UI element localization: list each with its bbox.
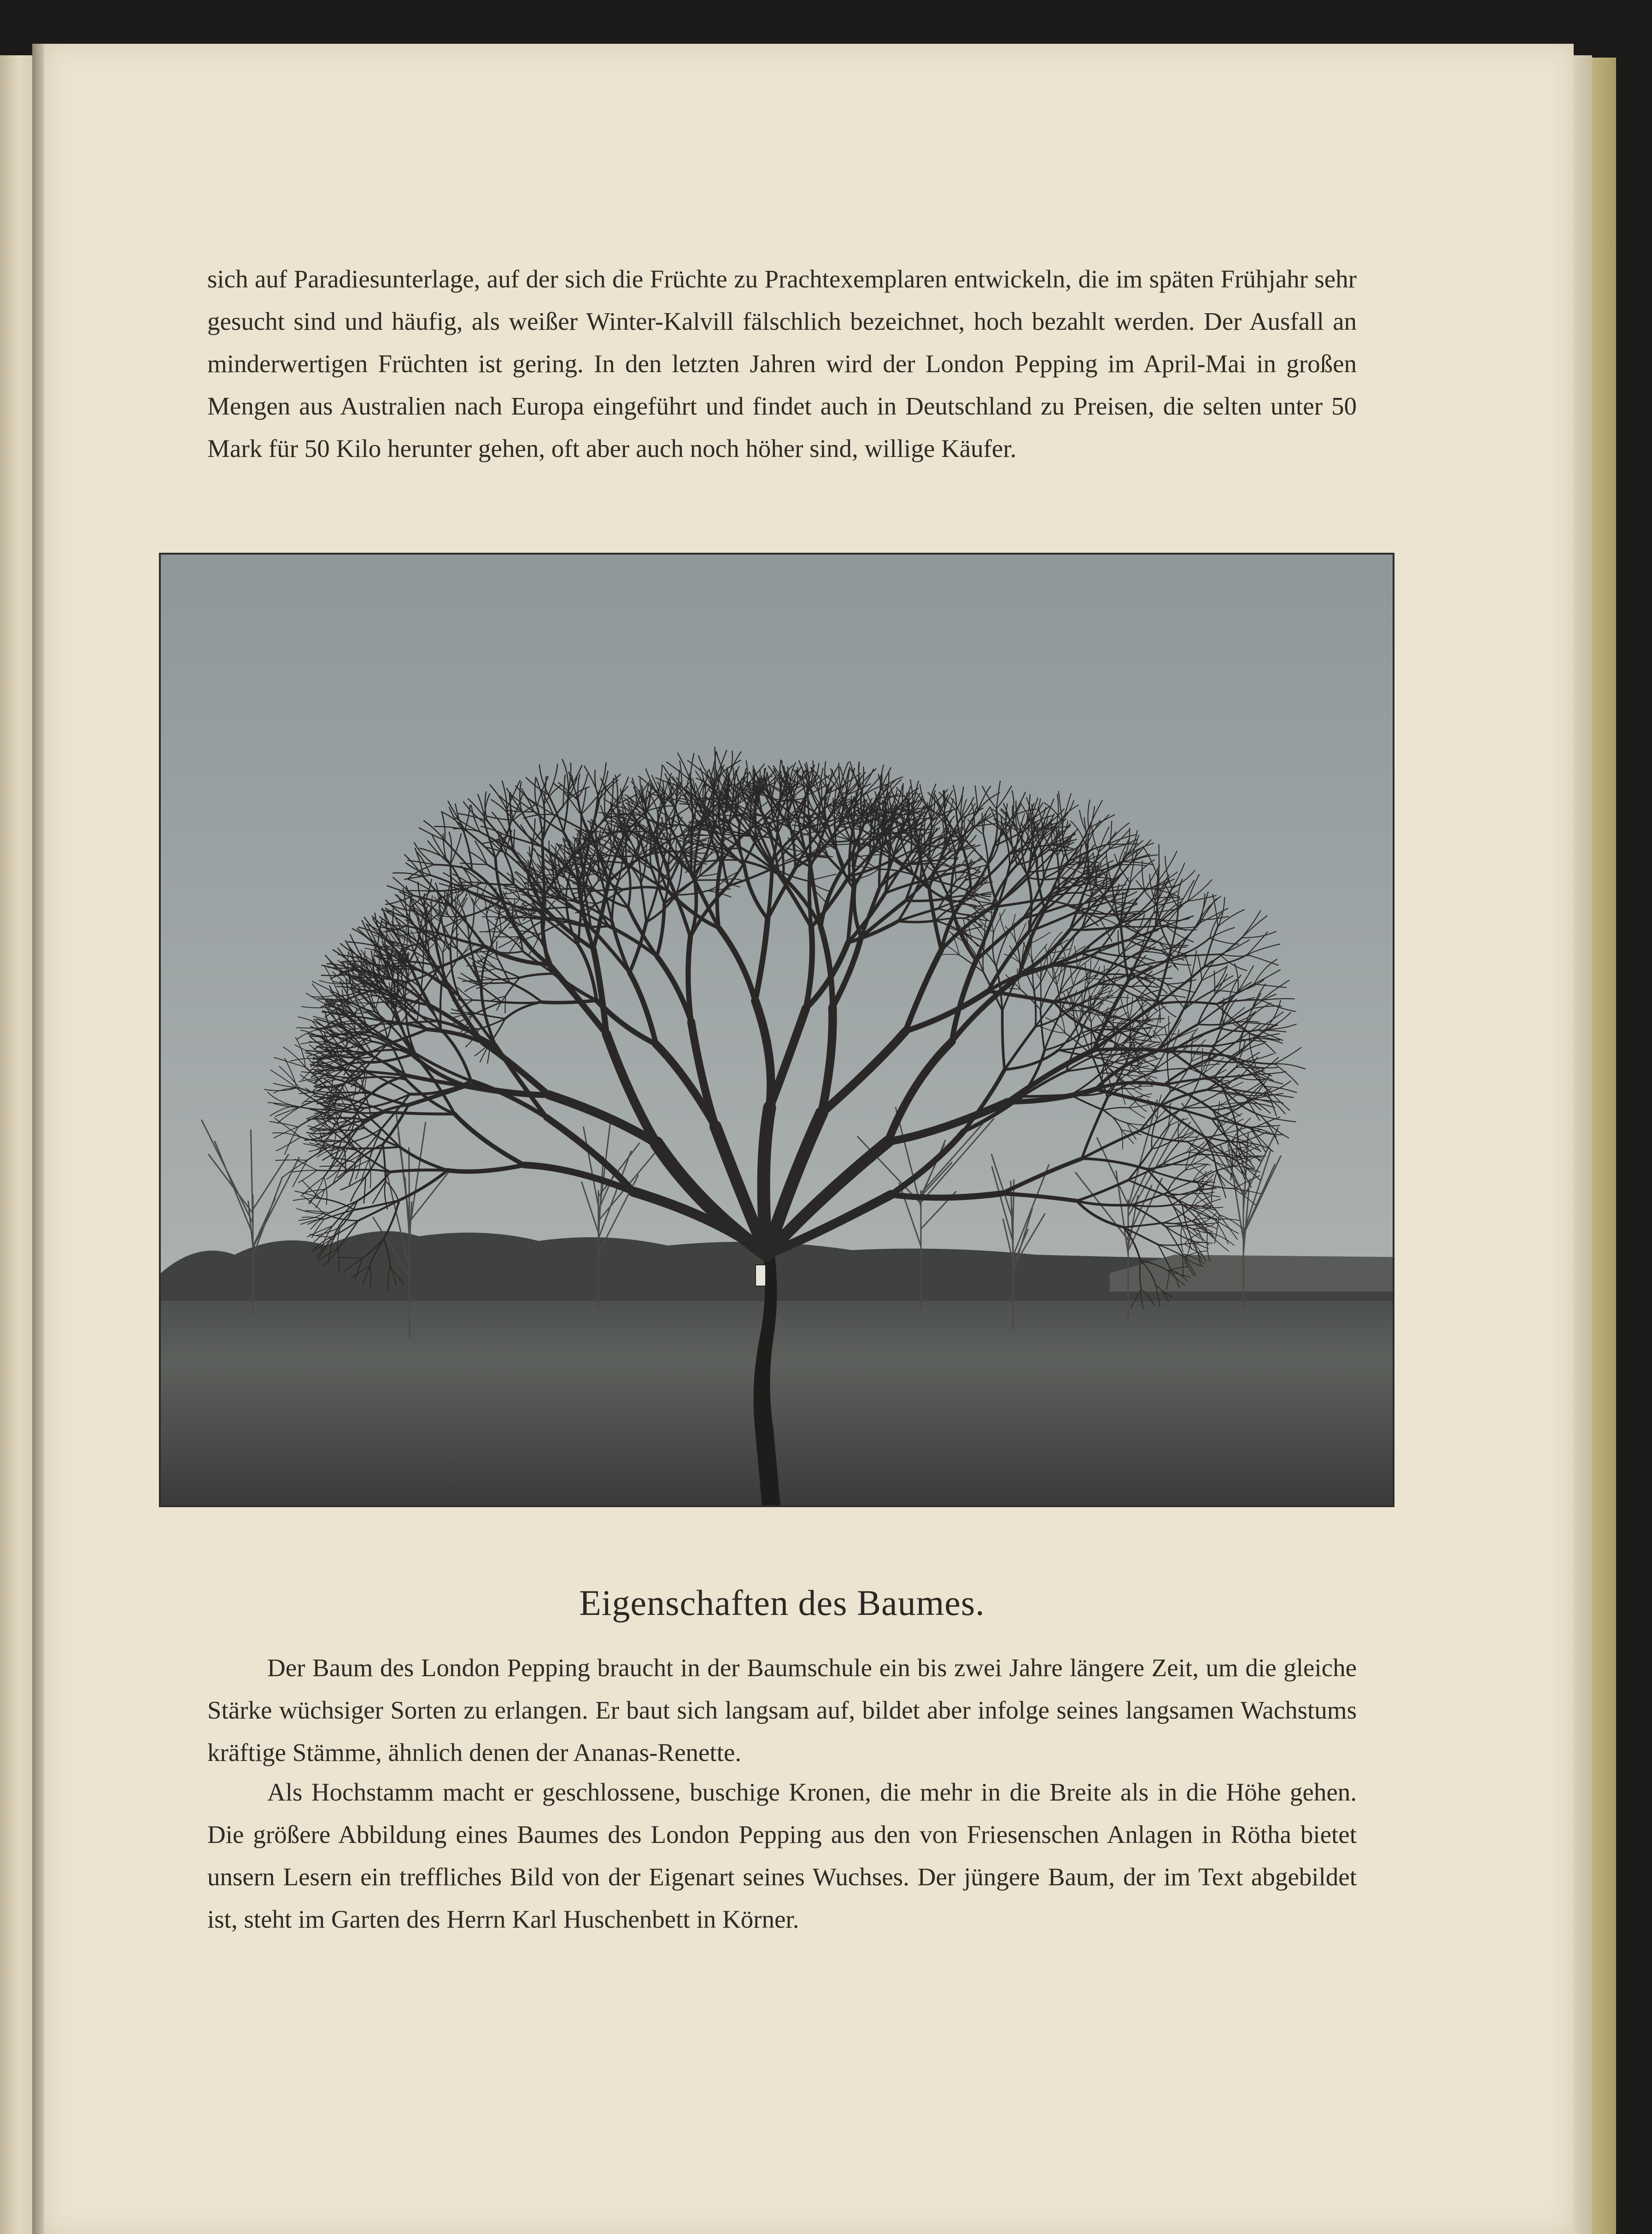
tree-photograph (159, 553, 1394, 1507)
tree-branch (406, 890, 431, 891)
tree-branch (505, 996, 506, 1013)
book-cover-edge (1592, 58, 1616, 2234)
left-page-edge (0, 55, 32, 2234)
tree-branch (1022, 1095, 1070, 1096)
book-gutter (32, 44, 44, 2234)
tree-branch (1144, 978, 1172, 979)
tree-branch (514, 830, 515, 849)
tree-branch (1091, 1022, 1092, 1055)
paragraph-tree-growth: Der Baum des London Pepping braucht in der Baumschule ein bis zwei Jahre längere Zeit, um die gleiche Stärke wüchsiger Sorten zu erlangen. Er baut sich langsam auf, bildet aber infolge seines langsamen Wachstums kräftige Stämme, ähnlich denen der Ananas-Renette. (207, 1654, 1357, 1766)
tree-branch (688, 937, 691, 1022)
tree-branch (502, 1002, 542, 1003)
paragraph-crown-shape: Als Hochstamm macht er geschlossene, buschige Kronen, die mehr in die Breite als in die Höhe gehen. Die größere Abbildung eines Baumes des London Pepping aus den von Friesenschen Anlagen in Rötha bietet unsern Lesern ein treffliches Bild von der Eigenart seines Wuchses. Der jüngere Baum, der im Text abgebildet ist, steht im Garten des Herrn Karl Huschenbett in Körner. (207, 1778, 1357, 1933)
page-edge (1574, 55, 1592, 2234)
section-heading: Eigenschaften des Baumes. (579, 1583, 985, 1623)
tree-branch (681, 861, 706, 862)
tree-branch (480, 931, 501, 932)
tree-branch (542, 1000, 597, 1003)
paragraph-intro: sich auf Paradiesunterlage, auf der sich die Früchte zu Prachtexemplaren entwickeln, die im späten Frühjahr sehr gesucht sind und häufig, als weißer Winter-Kalvill fälschlich bezeichnet, hoch bezahlt werden. Der Ausfall an minderwertigen Früchten ist gering. In den letzten Jahren wird der London Pepping im April-Mai in großen Mengen aus Australien nach Europa eingeführt und findet auch in Deutschland zu Preisen, die selten unter 50 Mark für 50 Kilo herunter gehen, oft aber auch noch höher sind, willige Käufer. (207, 265, 1357, 462)
tree-branch (317, 1170, 348, 1171)
tree-branch (379, 952, 380, 977)
tree-label-tag (756, 1265, 766, 1286)
